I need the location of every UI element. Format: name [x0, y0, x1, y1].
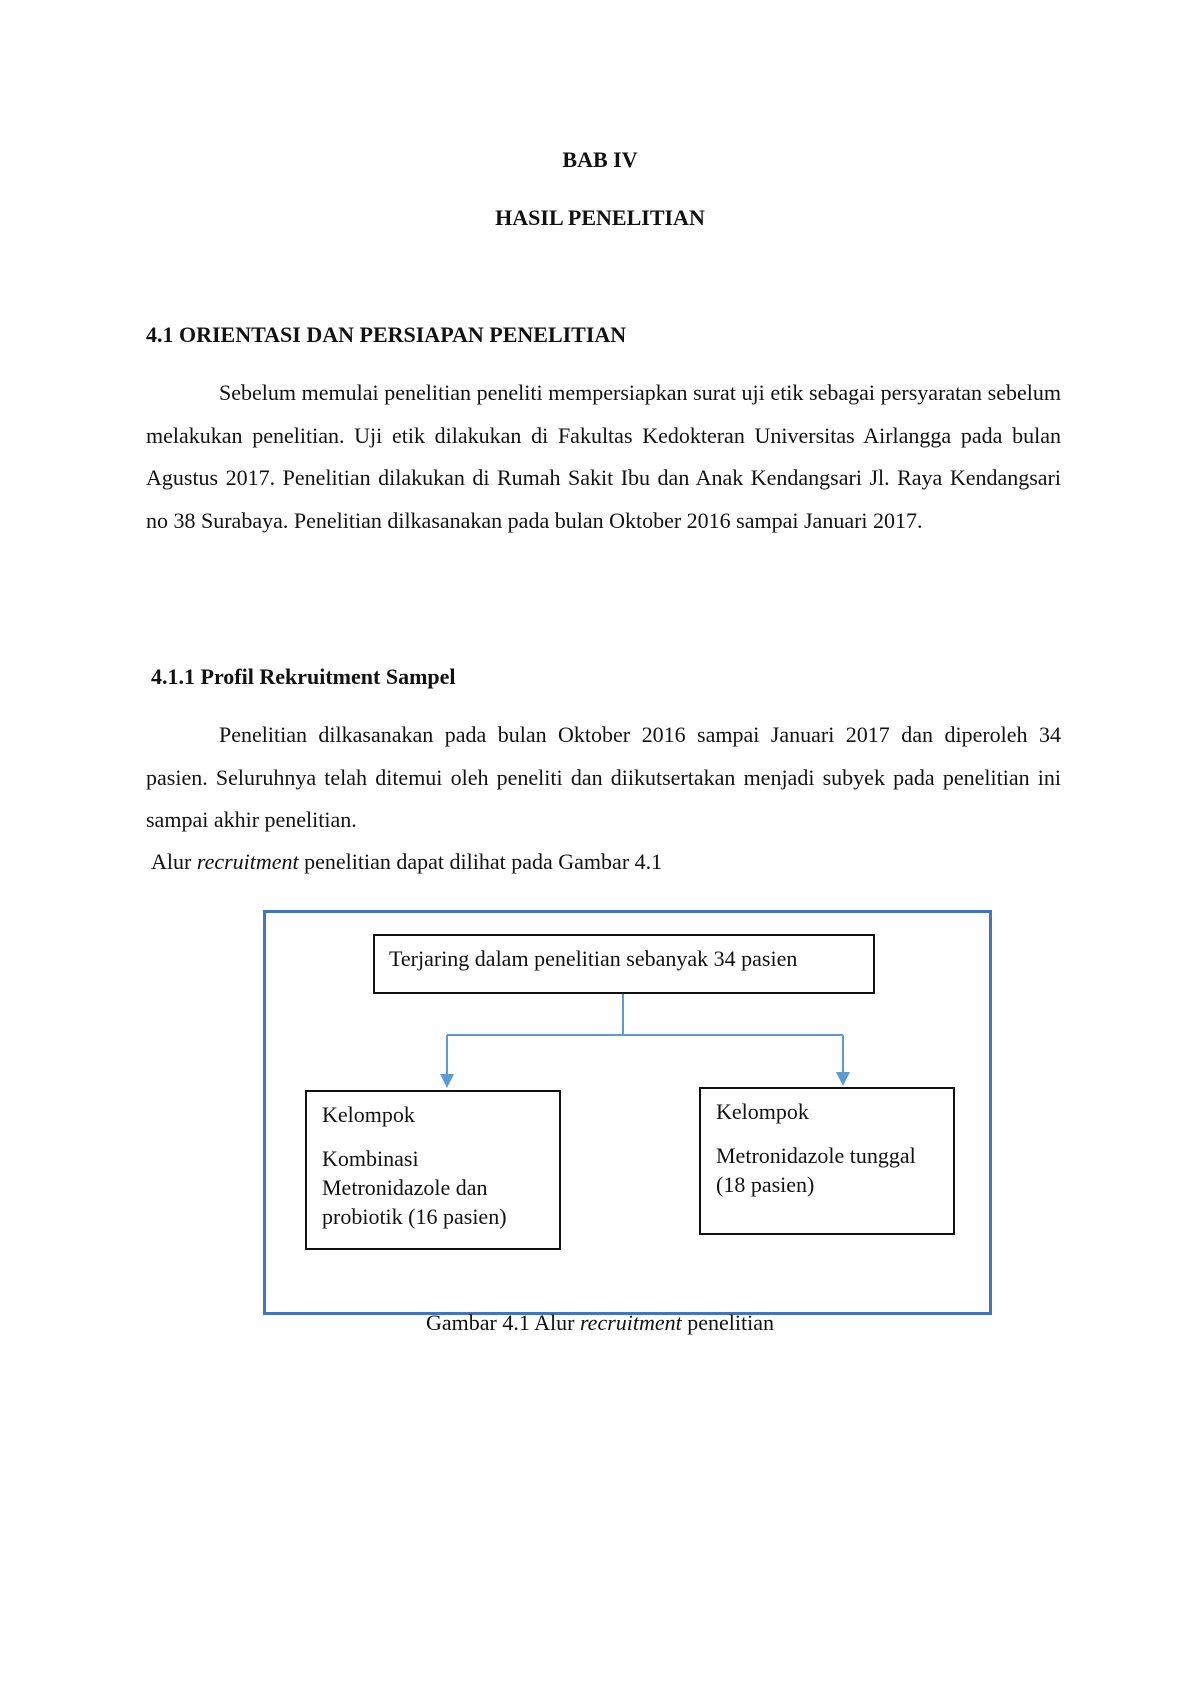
flow-box-single-title: Kelompok	[716, 1099, 809, 1124]
flow-intro-after: penelitian dapat dilihat pada Gambar 4.1	[298, 849, 663, 874]
flow-intro-line	[151, 849, 662, 875]
caption-before: Gambar 4.1 Alur	[425, 1310, 580, 1335]
figure-caption	[0, 1310, 1200, 1336]
flow-box-combination	[305, 1090, 561, 1250]
paragraph-text: Sebelum memulai penelitian peneliti mempersiapkan surat uji etik sebagai persyaratan sebelum melakukan penelitian. Uji etik dilakukan di Fakultas Kedokteran Universitas Airlangga pada bulan Agustus 2017. Penelitian dilakukan di Rumah Sakit Ibu dan Anak Kendangsari Jl. Raya Kendangsari no 38 Surabaya. Penelitian dilkasanakan pada bulan Oktober 2016 sampai Januari 2017.	[146, 380, 1061, 533]
flow-intro-before: Alur	[151, 849, 197, 874]
paragraph-text: Penelitian dilkasanakan pada bulan Oktober 2016 sampai Januari 2017 dan diperoleh 34 pasien. Seluruhnya telah ditemui oleh peneliti dan diikutsertakan menjadi subyek pada penelitian ini sampai akhir penelitian.	[146, 722, 1061, 832]
section-paragraph-4-1	[146, 372, 1061, 542]
flow-box-total	[373, 934, 875, 994]
flow-box-combination-title: Kelompok	[322, 1102, 415, 1127]
chapter-title: HASIL PENELITIAN	[495, 205, 705, 230]
flow-box-single-line: (18 pasien)	[716, 1172, 815, 1197]
section-heading-4-1-1: 4.1.1 Profil Rekruitment Sampel	[151, 664, 456, 689]
flow-box-combination-line: Metronidazole dan	[322, 1175, 488, 1200]
section-heading-4-1: 4.1 ORIENTASI DAN PERSIAPAN PENELITIAN	[146, 322, 627, 347]
caption-after: penelitian	[681, 1310, 775, 1335]
section-paragraph-4-1-1	[146, 714, 1061, 842]
flow-box-total-text: Terjaring dalam penelitian sebanyak 34 pasien	[389, 946, 798, 971]
flow-intro-italic: recruitment	[196, 849, 299, 874]
flow-box-combination-line: Kombinasi	[322, 1146, 419, 1171]
flow-box-combination-line: probiotik (16 pasien)	[322, 1204, 507, 1229]
flow-box-single	[699, 1087, 955, 1235]
caption-italic: recruitment	[579, 1310, 682, 1335]
chapter-label: BAB IV	[562, 147, 638, 172]
flow-box-single-line: Metronidazole tunggal	[716, 1143, 916, 1168]
